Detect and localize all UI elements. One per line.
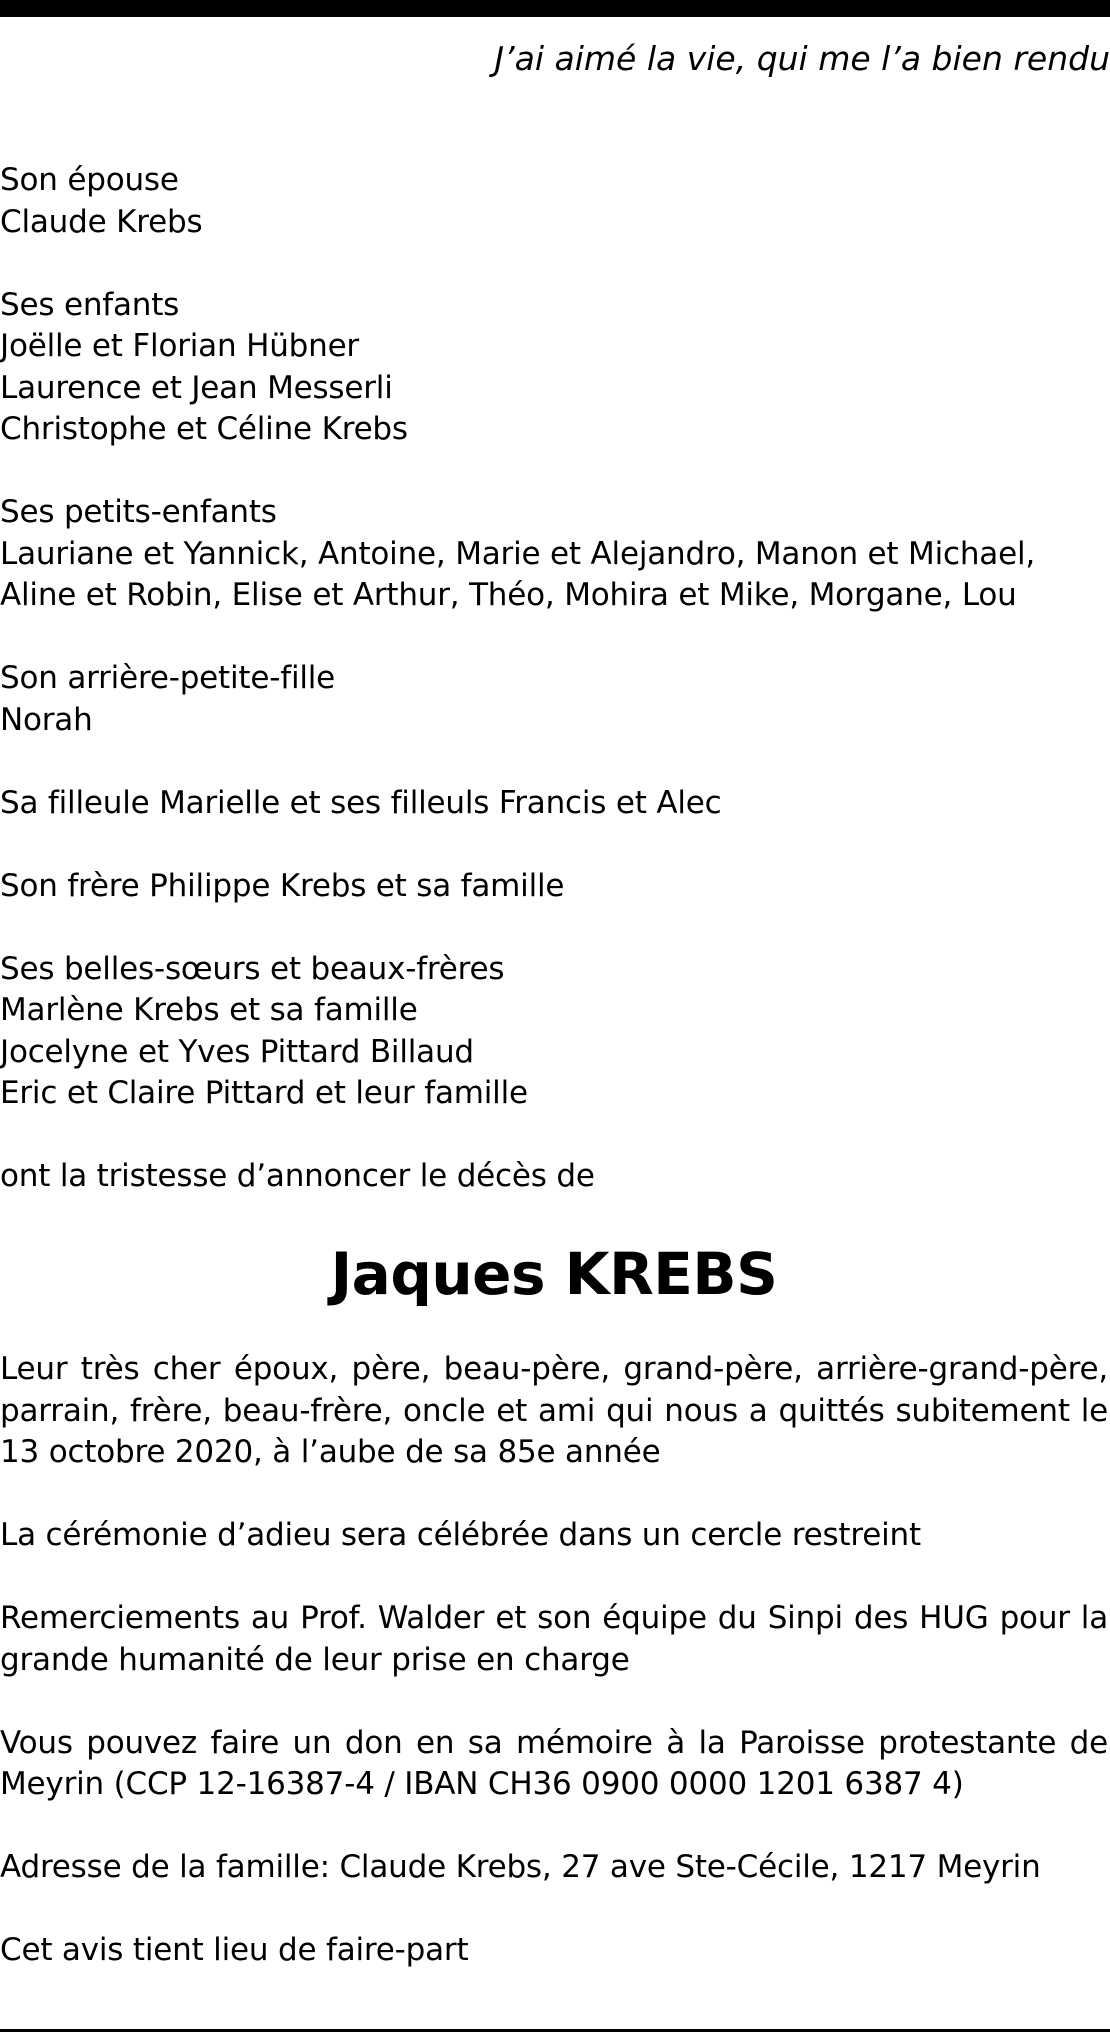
child-line: Joëlle et Florian Hübner (0, 328, 359, 364)
family-address: Adresse de la famille: Claude Krebs, 27 ave Ste-Cécile, 1217 Meyrin (0, 1849, 1041, 1885)
great-grandchild-heading: Son arrière-petite-fille (0, 660, 336, 696)
in-law-line: Marlène Krebs et sa famille (0, 992, 418, 1028)
brother-line: Son frère Philippe Krebs et sa famille (0, 867, 565, 904)
family-great-grandchild (0, 658, 1108, 741)
bottom-rule (0, 2029, 1110, 2032)
ceremony-paragraph: La cérémonie d’adieu sera célébrée dans un cercle restreint (0, 1517, 921, 1553)
tribute-paragraph: Leur très cher époux, père, beau-père, grand-père, arrière-grand-père, parrain, frère, beau-frère, oncle et ami qui nous a quittés subitement le 13 octobre 2020, à l’aube de sa 85e année (0, 1351, 1108, 1470)
epigraph-quote: J’ai aimé la vie, qui me l’a bien rendu (494, 39, 1110, 78)
child-line: Christophe et Céline Krebs (0, 411, 408, 447)
family-spouse (0, 160, 1108, 243)
child-line: Laurence et Jean Messerli (0, 369, 393, 406)
donation-paragraph: Vous pouvez faire un don en sa mémoire à la Paroisse protestante de Meyrin (CCP 12-16387-4 / IBAN CH36 0900 0000 1201 6387 4) (0, 1724, 1108, 1802)
family-brother (0, 866, 1108, 908)
godchildren-line: Sa filleule Marielle et ses filleuls Francis et Alec (0, 784, 722, 821)
deceased-name: Jaques KREBS (330, 1240, 778, 1308)
closing-note: Cet avis tient lieu de faire-part (0, 1932, 469, 1968)
in-law-line: Eric et Claire Pittard et leur famille (0, 1075, 528, 1111)
grandchildren-names: Lauriane et Yannick, Antoine, Marie et Alejandro, Manon et Michael, Aline et Robin, Elise et Arthur, Théo, Mohira et Mike, Morgane, Lou (0, 535, 1036, 613)
family-in-laws (0, 949, 1108, 1115)
thanks-paragraph: Remerciements au Prof. Walder et son équipe du Sinpi des HUG pour la grande humanité de leur prise en charge (0, 1600, 1108, 1678)
children-heading: Ses enfants (0, 286, 180, 323)
family-children (0, 285, 1108, 451)
obituary-content (0, 160, 1108, 2013)
spouse-name: Claude Krebs (0, 203, 203, 240)
top-rule (0, 0, 1110, 17)
announcement-line: ont la tristesse d’annoncer le décès de (0, 1158, 595, 1194)
in-laws-heading: Ses belles-sœurs et beaux-frères (0, 950, 505, 987)
great-grandchild-name: Norah (0, 701, 93, 738)
family-godchildren (0, 783, 1108, 825)
family-grandchildren (0, 492, 1108, 617)
in-law-line: Jocelyne et Yves Pittard Billaud (0, 1033, 474, 1070)
spouse-heading: Son épouse (0, 162, 179, 198)
grandchildren-heading: Ses petits-enfants (0, 494, 277, 530)
announcement (0, 1156, 1108, 1198)
